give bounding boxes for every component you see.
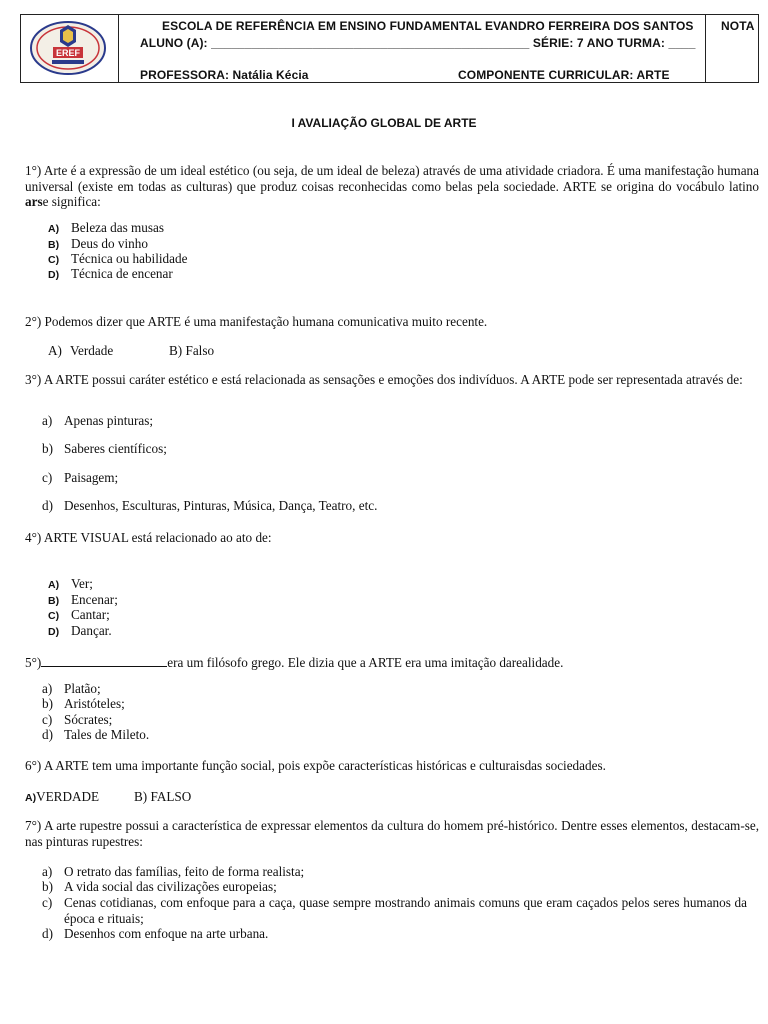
option-text: Verdade: [70, 343, 114, 358]
option-label: a): [42, 864, 53, 879]
option-label: c): [42, 712, 53, 727]
option-label: B): [48, 595, 60, 607]
option-label: B): [134, 789, 148, 804]
option-text: Aristóteles;: [64, 696, 125, 711]
option-label: c): [42, 470, 53, 485]
question-7-option-b[interactable]: [42, 879, 277, 895]
school-name: ESCOLA DE REFERÊNCIA EM ENSINO FUNDAMENTAL EVANDRO FERREIRA DOS SANTOS: [162, 19, 694, 33]
header-table: [20, 14, 759, 83]
option-label: b): [42, 879, 53, 894]
question-3: 3°) A ARTE possui caráter estético e está relacionada as sensações e emoções dos indivíduos. A ARTE pode ser representada através de:: [25, 372, 743, 387]
student-line[interactable]: ALUNO (A): _______________________________________________ SÉRIE: 7 ANO TURMA: ____: [140, 36, 696, 50]
option-label: d): [42, 926, 53, 941]
question-3-option-b[interactable]: [42, 441, 167, 457]
header-main-cell: [118, 15, 706, 82]
question-5-text: era um filósofo grego. Ele dizia que a ARTE era uma imitação darealidade.: [167, 655, 564, 670]
question-1-text-end: e significa:: [42, 194, 101, 209]
question-3-option-d[interactable]: [42, 498, 377, 514]
school-logo-icon: [28, 20, 108, 76]
option-text: O retrato das famílias, feito de forma realista;: [64, 864, 305, 879]
question-7-option-c[interactable]: [42, 895, 747, 926]
grade-label: NOTA: [721, 19, 755, 33]
option-text: Técnica ou habilidade: [71, 251, 188, 266]
question-1-option-a[interactable]: [48, 220, 164, 238]
question-5-option-c[interactable]: [42, 712, 112, 728]
option-text: Paisagem;: [64, 470, 119, 485]
question-1-bold-word: ars: [25, 194, 43, 209]
logo-text: EREF: [55, 48, 81, 58]
option-text: Dançar.: [71, 623, 112, 638]
question-1-text: 1°) Arte é a expressão de um ideal estético (ou seja, de um ideal de beleza) através de uma atividade criadora. É uma manifestação humana universal (existe em todas as culturas) que produz coisas reconhecidas como belas pela sociedade. ARTE se origina do vocábulo latino: [25, 163, 759, 194]
question-6-option-b[interactable]: [134, 789, 191, 805]
option-text: Cantar;: [71, 607, 110, 622]
option-text: Deus do vinho: [71, 236, 148, 251]
option-label: A): [48, 579, 60, 591]
question-5-option-a[interactable]: [42, 681, 101, 697]
question-5-option-d[interactable]: [42, 727, 149, 743]
question-5-blank[interactable]: [41, 654, 167, 667]
option-text: Ver;: [71, 576, 93, 591]
option-label: a): [42, 681, 53, 696]
option-text: Desenhos, Esculturas, Pinturas, Música, Dança, Teatro, etc.: [64, 498, 378, 513]
page-title: I AVALIAÇÃO GLOBAL DE ARTE: [291, 116, 477, 130]
option-text: Saberes científicos;: [64, 441, 167, 456]
option-label: D): [48, 269, 60, 281]
question-5-number: 5°): [25, 655, 42, 670]
question-1-option-d[interactable]: [48, 266, 173, 284]
option-label: D): [48, 626, 60, 638]
question-2-option-a[interactable]: [48, 343, 113, 359]
option-text: Encenar;: [71, 592, 118, 607]
option-text: Falso: [185, 343, 215, 358]
option-label: b): [42, 441, 53, 456]
option-text: Tales de Mileto.: [64, 727, 150, 742]
option-text: Sócrates;: [64, 712, 113, 727]
question-3-option-c[interactable]: [42, 470, 118, 486]
option-text: FALSO: [150, 789, 192, 804]
option-label: a): [42, 413, 53, 428]
option-label: B): [48, 239, 60, 251]
option-label: A): [25, 792, 37, 804]
question-6-option-a[interactable]: [25, 789, 99, 807]
question-5: [25, 654, 563, 671]
grade-cell[interactable]: [705, 15, 758, 82]
question-4-option-d[interactable]: [48, 623, 112, 641]
question-4: 4°) ARTE VISUAL está relacionado ao ato de:: [25, 530, 272, 545]
question-3-option-a[interactable]: [42, 413, 153, 429]
option-text: Apenas pinturas;: [64, 413, 153, 428]
teacher-name: PROFESSORA: Natália Kécia: [140, 68, 309, 82]
option-text: Técnica de encenar: [71, 266, 173, 281]
question-6: 6°) A ARTE tem uma importante função social, pois expõe características históricas e culturaisdas sociedades.: [25, 758, 606, 773]
question-7-option-d[interactable]: [42, 926, 268, 942]
question-4-option-a[interactable]: [48, 576, 93, 594]
option-label: b): [42, 696, 53, 711]
option-text: Desenhos com enfoque na arte urbana.: [64, 926, 269, 941]
question-2: 2°) Podemos dizer que ARTE é uma manifestação humana comunicativa muito recente.: [25, 314, 488, 329]
option-text: Platão;: [64, 681, 101, 696]
option-label: C): [48, 254, 60, 266]
subject-name: COMPONENTE CURRICULAR: ARTE: [458, 68, 670, 82]
question-7: 7°) A arte rupestre possui a característica de expressar elementos da cultura do homem pré-histórico. Dentre esses elementos, destacam-se, nas pinturas rupestres:: [25, 818, 759, 849]
option-text: Cenas cotidianas, com enfoque para a caça, quase sempre mostrando animais comuns que eram caçados pelos seres humanos da época e rituais;: [64, 895, 747, 926]
option-label: A): [48, 223, 60, 235]
option-label: C): [48, 610, 60, 622]
question-5-option-b[interactable]: [42, 696, 125, 712]
option-text: Beleza das musas: [71, 220, 165, 235]
question-7-option-a[interactable]: [42, 864, 304, 880]
question-2-option-b[interactable]: [169, 343, 214, 359]
question-4-option-c[interactable]: [48, 607, 110, 625]
logo-cell: [21, 15, 119, 82]
option-text: A vida social das civilizações europeias;: [64, 879, 277, 894]
option-text: VERDADE: [36, 789, 100, 804]
question-1: [25, 163, 759, 210]
option-label: d): [42, 727, 53, 742]
option-label: d): [42, 498, 53, 513]
option-label: B): [169, 343, 183, 358]
option-label: c): [42, 895, 53, 910]
option-label: A): [48, 343, 62, 358]
